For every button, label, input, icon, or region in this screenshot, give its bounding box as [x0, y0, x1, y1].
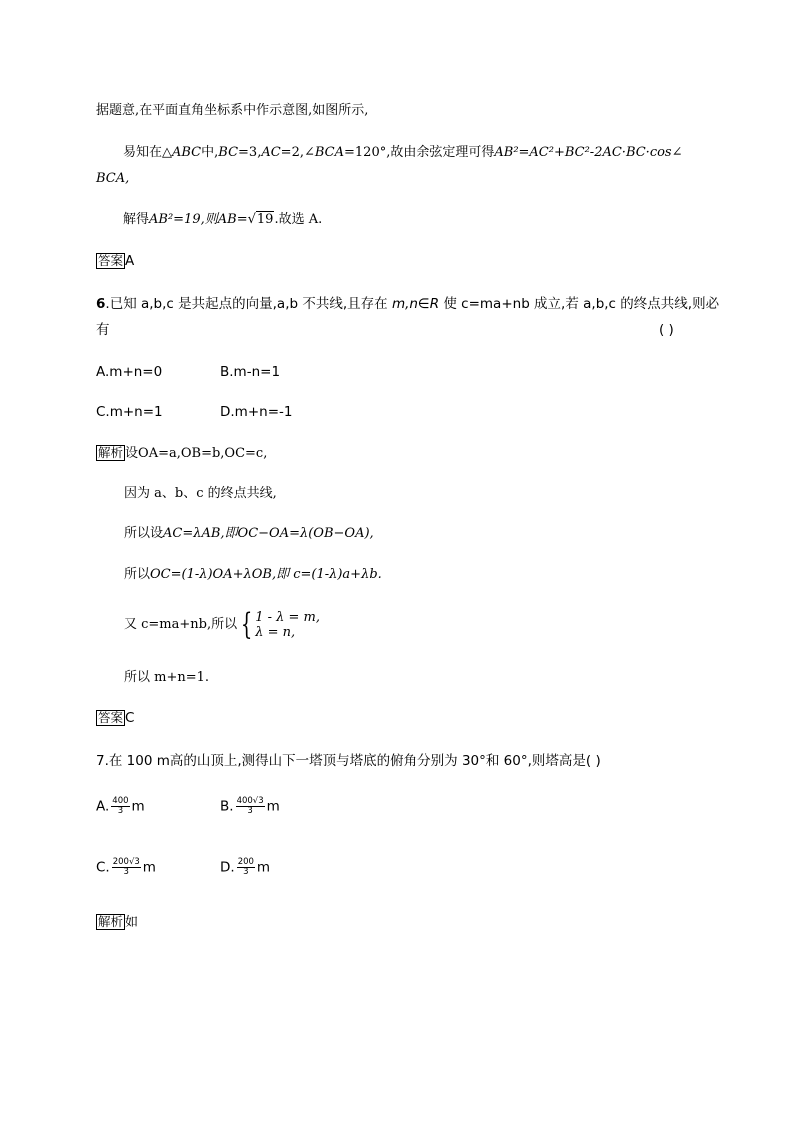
sqrt-19: √19	[247, 212, 274, 227]
vector-relation-2: OC=(1-λ)OA+λOB,即 c=(1-λ)a+λb.	[150, 567, 382, 582]
sol5-line2: 易知在△ABC中,BC=3,AC=2,∠BCA=120°,故由余弦定理可得AB²=AC²+BC²-2AC·BC·cos∠	[123, 145, 683, 160]
sol5-line1: 据题意,在平面直角坐标系中作示意图,如图所示,	[96, 103, 369, 118]
q6-option-a: A.m+n=0	[96, 364, 163, 380]
q7-option-d: D. $\frac{200}{3}$ m	[220, 857, 271, 877]
left-brace-icon: {	[240, 607, 253, 642]
q7-option-b: B. $\frac{400√3}{3}$ m	[220, 796, 280, 816]
q6-analysis-line1: 解析 设OA=a,OB=b,OC=c,	[98, 445, 268, 461]
q6-stem-line2: 有	[96, 322, 110, 338]
vector-relation-1: AC=λAB,即OC−OA=λ(OB−OA),	[163, 526, 374, 541]
q6-analysis-line6: 所以 m+n=1.	[124, 670, 210, 685]
answer-mark: 答案	[98, 710, 124, 725]
analysis-mark: 解析	[98, 914, 124, 929]
q6-option-b: B.m-n=1	[220, 364, 281, 380]
sol5-line4: 解得AB²=19,则AB=√19.故选 A.	[123, 212, 323, 227]
q6-answer-bracket: ( )	[659, 322, 674, 338]
vector-definitions: OA=a,OB=b,OC=c,	[138, 446, 268, 461]
cosine-law-formula: AB²=AC²+BC²-2AC·BC·cos∠	[494, 145, 683, 160]
q6-analysis-line5: 又 c=ma+nb,所以 { 1 - λ = m, λ = n,	[124, 607, 320, 642]
fraction: $\frac{400√3}{3}$	[236, 796, 264, 816]
q7-stem: 7.在 100 m高的山顶上,测得山下一塔顶与塔底的俯角分别为 30°和 60°,则塔高是( )	[96, 753, 601, 769]
q6-analysis-line2: 因为 a、b、c 的终点共线,	[124, 486, 277, 501]
sol5-answer	[96, 253, 134, 269]
sol5-line3: BCA,	[96, 171, 130, 186]
answer-value: C	[125, 710, 135, 726]
q6-option-c: C.m+n=1	[96, 404, 163, 420]
q7-option-c: C. $\frac{200√3}{3}$ m	[96, 857, 156, 877]
answer-value: A	[125, 253, 135, 269]
fraction: $\frac{200√3}{3}$	[112, 857, 140, 877]
equation-system: { 1 - λ = m, λ = n,	[240, 607, 320, 642]
q6-stem-line1: 6.已知 a,b,c 是共起点的向量,a,b 不共线,且存在 m,n∈R 使 c=ma+nb 成立,若 a,b,c 的终点共线,则必	[96, 296, 720, 312]
q6-answer	[96, 710, 134, 726]
fraction: $\frac{200}{3}$	[237, 857, 254, 877]
analysis-mark: 解析	[98, 445, 124, 460]
q6-option-d: D.m+n=-1	[220, 404, 293, 420]
q6-analysis-line3: 所以设AC=λAB,即OC−OA=λ(OB−OA),	[124, 526, 374, 541]
fraction: $\frac{400}{3}$	[112, 796, 129, 816]
q7-analysis: 解析 如	[98, 914, 139, 930]
answer-mark: 答案	[98, 253, 124, 268]
q6-analysis-line4: 所以OC=(1-λ)OA+λOB,即 c=(1-λ)a+λb.	[124, 567, 382, 582]
q7-option-a: A. $\frac{400}{3}$ m	[96, 796, 145, 816]
